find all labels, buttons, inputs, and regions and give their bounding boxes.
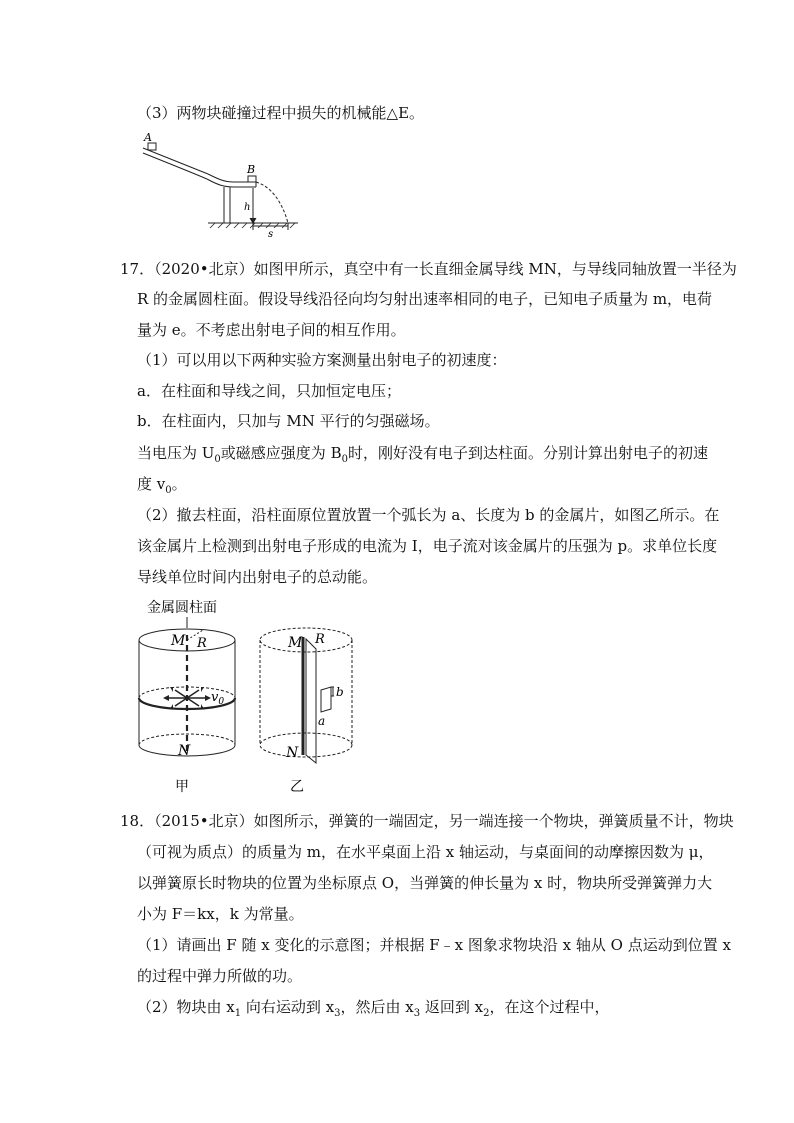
q17-line-7-c: 时，刚好没有电子到达柱面。分别计算出射电子的初速 — [347, 444, 708, 462]
q18-line-1: 18．（2015•北京）如图所示，弹簧的一端固定，另一端连接一个物块，弹簧质量不计，物块 — [120, 812, 734, 830]
q18-line-7-d: 返回到 x — [420, 998, 484, 1016]
q17-line-5: a．在柱面和导线之间，只加恒定电压； — [137, 382, 401, 400]
q16-part3-text: （3）两物块碰撞过程中损失的机械能△E。 — [137, 104, 425, 122]
jia-label-v0 — [211, 690, 224, 707]
subscript: 3 — [334, 1008, 341, 1019]
q18-line-4: 小为 F＝kx，k 为常量。 — [137, 905, 304, 923]
jia-caption: 甲 — [175, 779, 189, 795]
q18-line-7 — [137, 997, 610, 1024]
q17-line-9: （2）撤去柱面，沿柱面原位置放置一个弧长为 a、长度为 b 的金属片，如图乙所示。在 — [137, 506, 720, 524]
q18-line-7-b: 向右运动到 x — [241, 998, 335, 1016]
q17-line-7-a: 当电压为 U — [137, 444, 215, 462]
jia-label-M: M — [171, 633, 186, 649]
yi-label-N: N — [286, 745, 299, 761]
subscript: 0 — [165, 485, 172, 496]
fig-caption-top: 金属圆柱面 — [147, 600, 217, 616]
label-h: h — [244, 202, 251, 213]
subscript: 3 — [413, 1008, 421, 1019]
q17-line-8-b: 。 — [171, 475, 187, 493]
q18-line-6: 的过程中弹力所做的功。 — [137, 967, 303, 985]
q18-line-3: 以弹簧原长时物块的位置为坐标原点 O，当弹簧的伸长量为 x 时，物块所受弹簧弹力大 — [137, 874, 713, 892]
q17-line-3: 量为 e。不考虑出射电子间的相互作用。 — [137, 321, 406, 339]
label-A: A — [144, 131, 152, 144]
yi-label-M: M — [288, 635, 303, 651]
q17-line-2: R 的金属圆柱面。假设导线沿径向均匀射出速率相同的电子，已知电子质量为 m，电荷 — [137, 290, 713, 308]
subscript: 0 — [214, 454, 221, 465]
subscript: 0 — [341, 454, 348, 465]
q17-line-6: b．在柱面内，只加与 MN 平行的匀强磁场。 — [137, 412, 440, 430]
q17-line-4: （1）可以用以下两种实验方案测量出射电子的初速度： — [137, 351, 507, 369]
v-symbol: v — [211, 690, 219, 705]
ramp-figure — [138, 130, 298, 242]
q17-line-7-b: 或磁感应强度为 B — [220, 444, 342, 462]
q18-line-2: （可视为质点）的质量为 m，在水平桌面上沿 x 轴运动，与桌面间的动摩擦因数为 μ， — [137, 843, 714, 861]
yi-caption: 乙 — [290, 779, 304, 795]
q17-line-7 — [137, 443, 708, 470]
q18-line-7-a: （2）物块由 x — [137, 998, 235, 1016]
yi-label-R: R — [315, 632, 325, 647]
q17-line-8-a: 度 v — [137, 475, 166, 493]
q17-line-1: 17．（2020•北京）如图甲所示，真空中有一长直细金属导线 MN，与导线同轴放置一半径为 — [120, 260, 737, 278]
subscript: 2 — [483, 1008, 490, 1019]
jia-label-N: N — [178, 743, 191, 759]
yi-label-a: a — [318, 714, 326, 728]
q18-line-5: （1）请画出 F 随 x 变化的示意图；并根据 F﹣x 图象求物块沿 x 轴从 O 点运动到位置 x — [137, 936, 731, 954]
q18-line-7-e: ，在这个过程中， — [489, 998, 610, 1016]
label-B: B — [247, 163, 256, 176]
yi-label-b: b — [336, 685, 344, 699]
cylinder-figures — [135, 595, 365, 795]
q17-line-10: 该金属片上检测到出射电子形成的电流为 I，电子流对该金属片的压强为 p。求单位长度 — [137, 537, 718, 555]
q17-line-11: 导线单位时间内出射电子的总动能。 — [137, 568, 378, 586]
q17-line-8 — [137, 474, 187, 501]
subscript: 0 — [218, 697, 225, 707]
cylinder-jia — [139, 629, 235, 756]
label-s: s — [268, 229, 274, 240]
subscript: 1 — [234, 1008, 242, 1019]
jia-label-R: R — [197, 636, 207, 651]
q18-line-7-c: ，然后由 x — [340, 998, 414, 1016]
